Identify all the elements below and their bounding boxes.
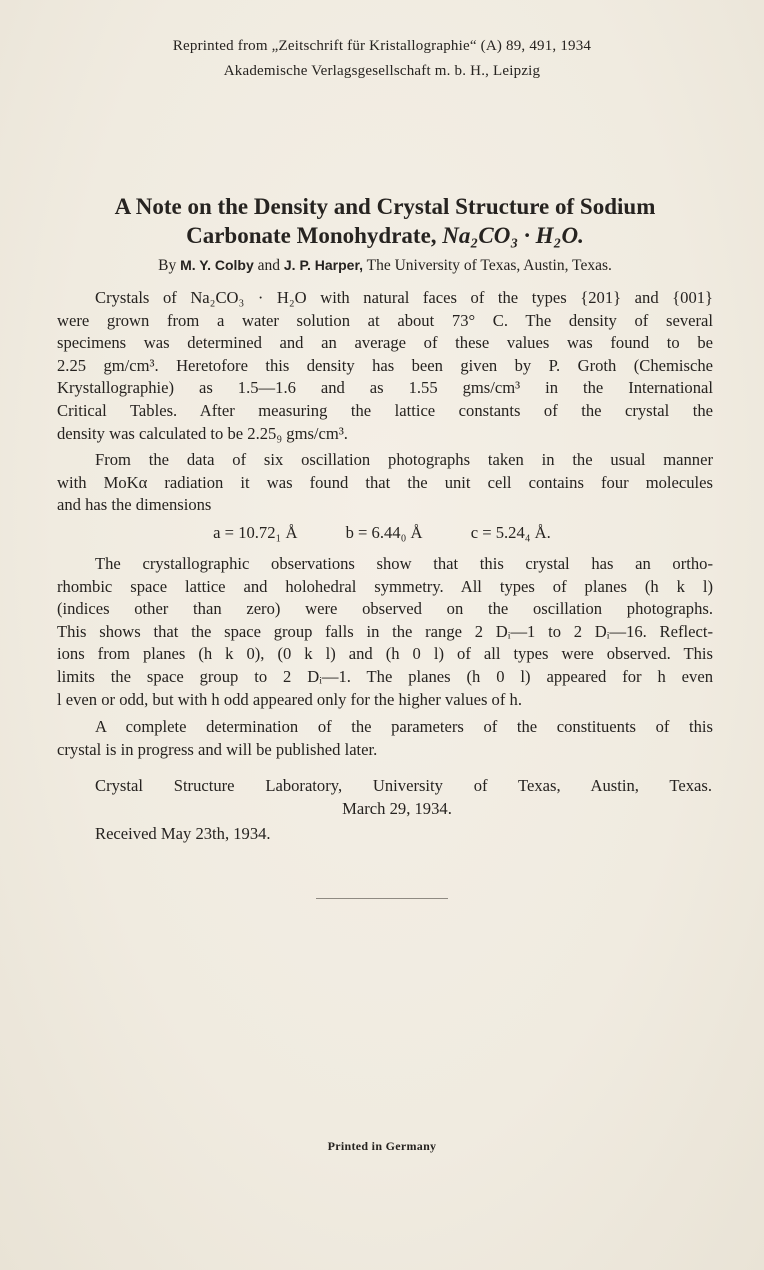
text-line: with MoKα radiation it was found that the unit cell contains four molecules bbox=[57, 472, 713, 492]
author-harper: J. P. Harper, bbox=[283, 257, 364, 273]
lab-date: March 29, 1934. bbox=[342, 799, 452, 818]
article-title-text: Carbonate Monohydrate, bbox=[186, 223, 437, 248]
unit-cell-dimensions bbox=[0, 523, 764, 543]
text-line: crystal is in progress and will be published later. bbox=[57, 739, 378, 759]
paragraph-oscillation bbox=[57, 449, 713, 517]
printed-in-germany: Printed in Germany bbox=[327, 1139, 437, 1153]
paragraph-density bbox=[57, 287, 713, 445]
dimension-c: c = 5.24₄ Å. bbox=[470, 523, 551, 542]
text-line: This shows that the space group falls in the range 2 Dᵢ—1 to 2 Dᵢ—16. Reflect- bbox=[57, 621, 713, 641]
byline bbox=[60, 257, 710, 275]
text-line: 2.25 gm/cm³. Heretofore this density has been given by P. Groth (Chemische bbox=[57, 355, 713, 375]
article-title-formula: Na₂CO₃ · H₂O. bbox=[442, 223, 584, 248]
text-line: ions from planes (h k 0), (0 k l) and (h 0 l) of all types were observed. This bbox=[57, 644, 713, 664]
dimension-a: a = 10.72₁ Å bbox=[213, 523, 298, 542]
article-title-line1: A Note on the Density and Crystal Structure of Sodium bbox=[114, 194, 656, 219]
text-line: From the data of six oscillation photographs taken in the usual manner bbox=[95, 450, 713, 469]
text-line: density was calculated to be 2.25₉ gms/cm³. bbox=[57, 423, 348, 443]
byline-prefix: By bbox=[158, 257, 177, 274]
text-line: Krystallographie) as 1.5—1.6 and as 1.55 gms/cm³ in the International bbox=[57, 378, 713, 398]
text-line: limits the space group to 2 Dᵢ—1. The planes (h 0 l) appeared for h even bbox=[57, 666, 713, 686]
divider-rule bbox=[316, 898, 448, 899]
paragraph-symmetry bbox=[57, 553, 713, 711]
received-date: Received May 23th, 1934. bbox=[95, 824, 271, 843]
paragraph-progress bbox=[57, 716, 713, 761]
text-line: l even or odd, but with h odd appeared only for the higher values of h. bbox=[57, 689, 522, 709]
text-line: Critical Tables. After measuring the lattice constants of the crystal the bbox=[57, 400, 713, 420]
text-line: rhombic space lattice and holohedral symmetry. All types of planes (h k l) bbox=[57, 576, 713, 596]
byline-and: and bbox=[257, 257, 281, 274]
laboratory-line: Crystal Structure Laboratory, University of Texas, Austin, Texas. bbox=[95, 776, 712, 795]
publisher-line: Akademische Verlagsgesellschaft m. b. H., Leipzig bbox=[223, 63, 541, 79]
text-line: (indices other than zero) were observed on the oscillation photographs. bbox=[57, 599, 713, 619]
text-line: specimens was determined and an average of these values was found to be bbox=[57, 333, 713, 353]
reprint-line: Reprinted from „Zeitschrift für Kristallographie“ (A) 89, 491, 1934 bbox=[172, 38, 592, 54]
dimension-b: b = 6.44₀ Å bbox=[345, 523, 423, 542]
text-line: were grown from a water solution at about 73° C. The density of several bbox=[57, 310, 713, 330]
text-line: The crystallographic observations show that this crystal has an ortho- bbox=[95, 554, 713, 573]
text-line: A complete determination of the parameters of the constituents of this bbox=[95, 717, 713, 736]
affiliation: The University of Texas, Austin, Texas. bbox=[366, 257, 612, 274]
author-colby: M. Y. Colby bbox=[180, 257, 254, 273]
text-line: and has the dimensions bbox=[57, 495, 212, 515]
text-line: Crystals of Na₂CO₃ · H₂O with natural faces of the types {201} and {001} bbox=[95, 288, 713, 307]
article-title-line2 bbox=[60, 222, 710, 249]
